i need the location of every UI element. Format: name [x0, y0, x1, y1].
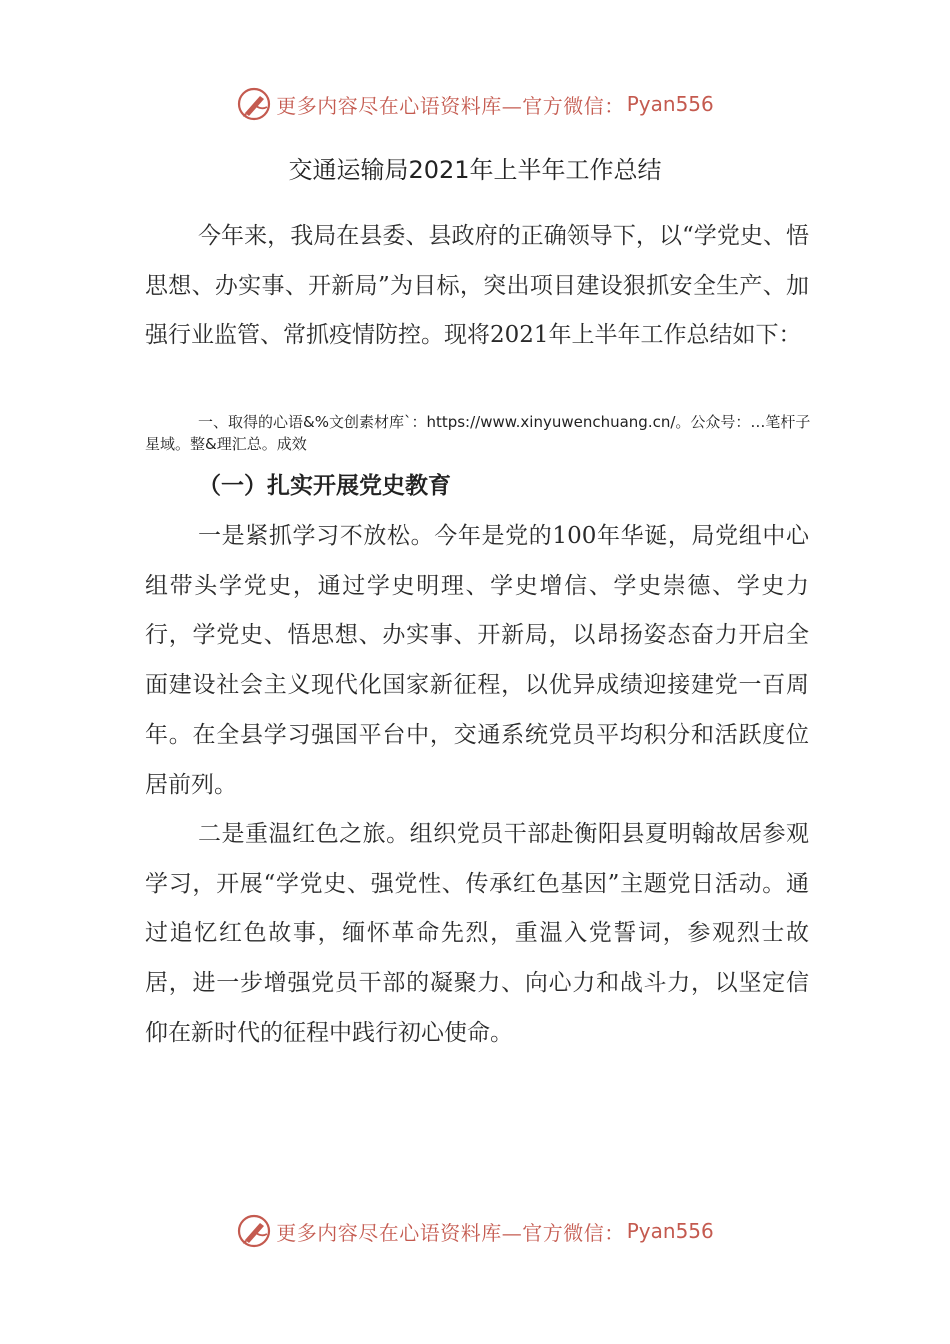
watermark-text: 更多内容尽在心语资料库—官方微信： [276, 1220, 625, 1245]
header-watermark [0, 84, 950, 124]
section-heading: （一）扎实开展党史教育 [198, 473, 451, 499]
document-title: 交通运输局2021年上半年工作总结 [288, 156, 662, 184]
watermark-text: 更多内容尽在心语资料库—官方微信： [276, 93, 625, 118]
watermark-wechat-id: Pyan556 [626, 92, 714, 116]
pen-logo-icon [236, 86, 272, 122]
pen-logo-icon [236, 1213, 272, 1249]
intro-paragraph: 今年来，我局在县委、县政府的正确领导下，以“学党史、悟思想、办实事、开新局”为目标，突出项目建设狠抓安全生产、加强行业监管、常抓疫情防控。现将2021年上半年工作总结如下： [145, 223, 809, 349]
inserted-ad-line: 一、取得的心语&%文创素材库`：https://www.xinyuwenchuang.cn/。公众号：…笔杆子星域。整&理汇总。成效 [145, 413, 811, 453]
body-paragraph-one: 一是紧抓学习不放松。今年是党的100年华诞，局党组中心组带头学党史，通过学史明理、学史增信、学史崇德、学史力行，学党史、悟思想、办实事、开新局，以昂扬姿态奋力开启全面建设社会主义现代化国家新征程，以优异成绩迎接建党一百周年。在全县学习强国平台中，交通系统党员平均积分和活跃度位居前列。 [145, 523, 809, 798]
body-paragraph-two: 二是重温红色之旅。组织党员干部赴衡阳县夏明翰故居参观学习，开展“学党史、强党性、传承红色基因”主题党日活动。通过追忆红色故事，缅怀革命先烈，重温入党誓词，参观烈士故居，进一步增强党员干部的凝聚力、向心力和战斗力，以坚定信仰在新时代的征程中践行初心使命。 [145, 821, 809, 1046]
footer-watermark [0, 1211, 950, 1251]
watermark-wechat-id: Pyan556 [626, 1219, 714, 1243]
